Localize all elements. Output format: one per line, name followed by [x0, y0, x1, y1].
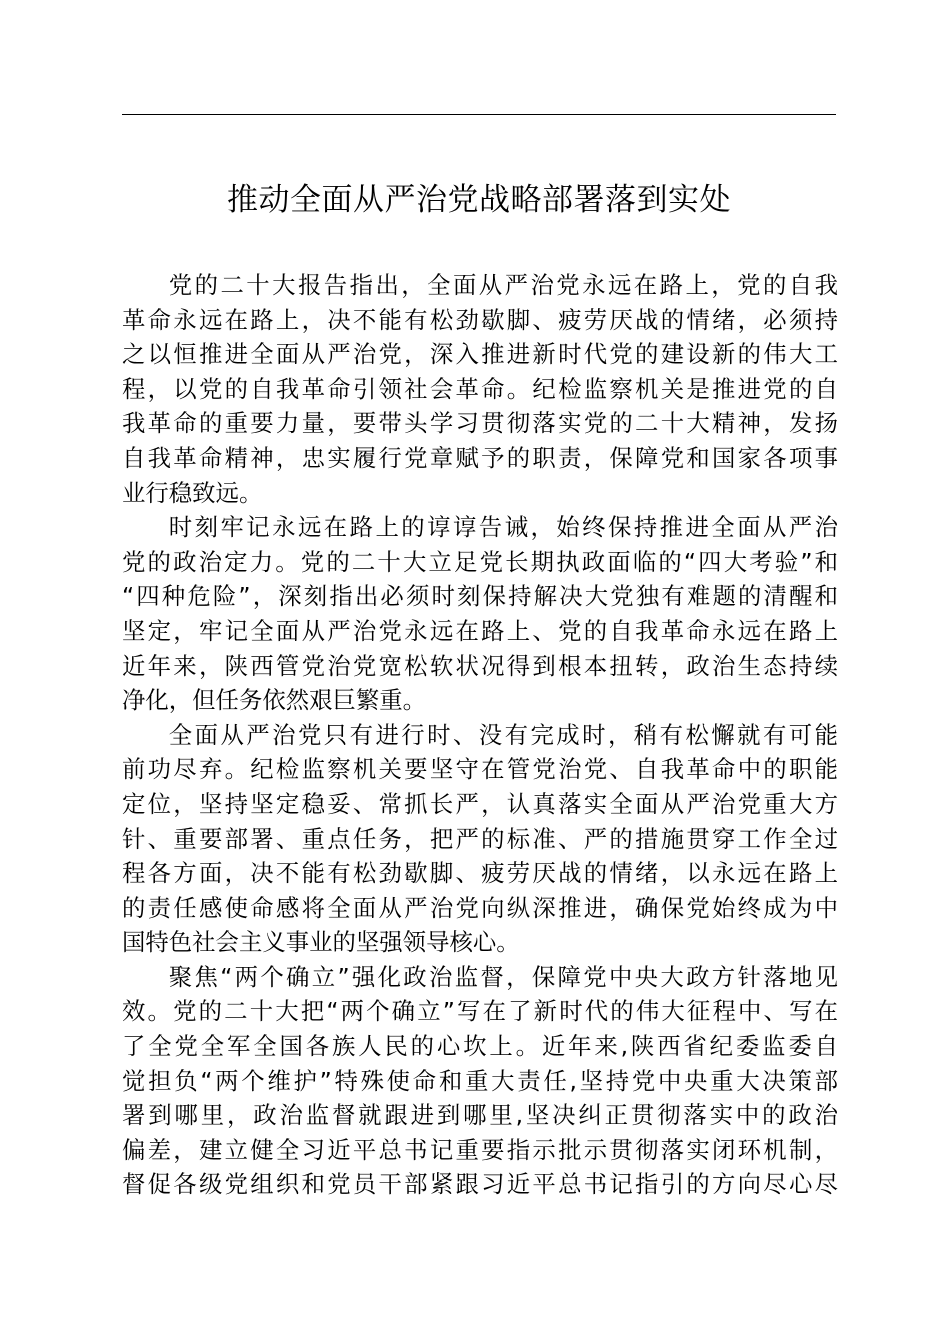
- paragraph-3: [122, 718, 838, 960]
- paragraph-line: 督促各级党组织和党员干部紧跟习近平总书记指引的方向尽心尽: [122, 1170, 838, 1199]
- paragraph-2: [122, 510, 838, 718]
- paragraph-line: 坚定，牢记全面从严治党永远在路上、党的自我革命永远在路上: [122, 616, 838, 645]
- page-title: 推动全面从严治党战略部署落到实处: [227, 182, 731, 218]
- paragraph-line: 党的二十大报告指出，全面从严治党永远在路上，党的自我: [168, 271, 838, 299]
- paragraph-line: 净化，但任务依然艰巨繁重。: [122, 686, 427, 715]
- paragraph-line: “四种危险”，深刻指出必须时刻保持解决大党独有难题的清醒和: [122, 582, 838, 611]
- paragraph-line: 聚焦“两个确立”强化政治监督，保障党中央大政方针落地见: [168, 962, 838, 991]
- paragraph-line: 了全党全军全国各族人民的心坎上。近年来,陕西省纪委监委自: [122, 1032, 838, 1061]
- paragraph-line: 近年来，陕西管党治党宽松软状况得到根本扭转，政治生态持续: [122, 651, 838, 680]
- paragraph-line: 党的政治定力。党的二十大立足党长期执政面临的“四大考验”和: [122, 547, 838, 576]
- paragraph-line: 程，以党的自我革命引领社会革命。纪检监察机关是推进党的自: [122, 374, 838, 403]
- paragraph-line: 针、重要部署、重点任务，把严的标准、严的措施贯穿工作全过: [122, 824, 838, 853]
- paragraph-line: 程各方面，决不能有松劲歇脚、疲劳厌战的情绪，以永远在路上: [122, 859, 838, 888]
- paragraph-line: 觉担负“两个维护”特殊使命和重大责任,坚持党中央重大决策部: [122, 1066, 838, 1095]
- paragraph-line: 我革命的重要力量，要带头学习贯彻落实党的二十大精神，发扬: [122, 409, 838, 438]
- paragraph-line: 的责任感使命感将全面从严治党向纵深推进，确保党始终成为中: [122, 893, 838, 922]
- paragraph-line: 定位，坚持坚定稳妥、常抓长严，认真落实全面从严治党重大方: [122, 789, 838, 818]
- paragraph-1: [122, 268, 838, 510]
- document-body: [122, 268, 838, 1202]
- paragraph-line: 国特色社会主义事业的坚强领导核心。: [122, 928, 520, 957]
- paragraph-line: 自我革命精神，忠实履行党章赋予的职责，保障党和国家各项事: [122, 443, 838, 472]
- paragraph-line: 前功尽弃。纪检监察机关要坚守在管党治党、自我革命中的职能: [122, 755, 838, 784]
- paragraph-4: [122, 960, 838, 1202]
- paragraph-line: 偏差，建立健全习近平总书记重要指示批示贯彻落实闭环机制，: [122, 1135, 838, 1164]
- paragraph-line: 效。党的二十大把“两个确立”写在了新时代的伟大征程中、写在: [122, 997, 838, 1026]
- paragraph-line: 时刻牢记永远在路上的谆谆告诫，始终保持推进全面从严治: [168, 513, 838, 542]
- paragraph-line: 革命永远在路上，决不能有松劲歇脚、疲劳厌战的情绪，必须持: [122, 305, 838, 334]
- paragraph-line: 署到哪里，政治监督就跟进到哪里,坚决纠正贯彻落实中的政治: [122, 1101, 838, 1130]
- header-rule: [122, 114, 836, 115]
- paragraph-line: 全面从严治党只有进行时、没有完成时，稍有松懈就有可能: [168, 720, 838, 749]
- paragraph-line: 之以恒推进全面从严治党，深入推进新时代党的建设新的伟大工: [122, 340, 838, 369]
- paragraph-line: 业行稳致远。: [122, 478, 263, 507]
